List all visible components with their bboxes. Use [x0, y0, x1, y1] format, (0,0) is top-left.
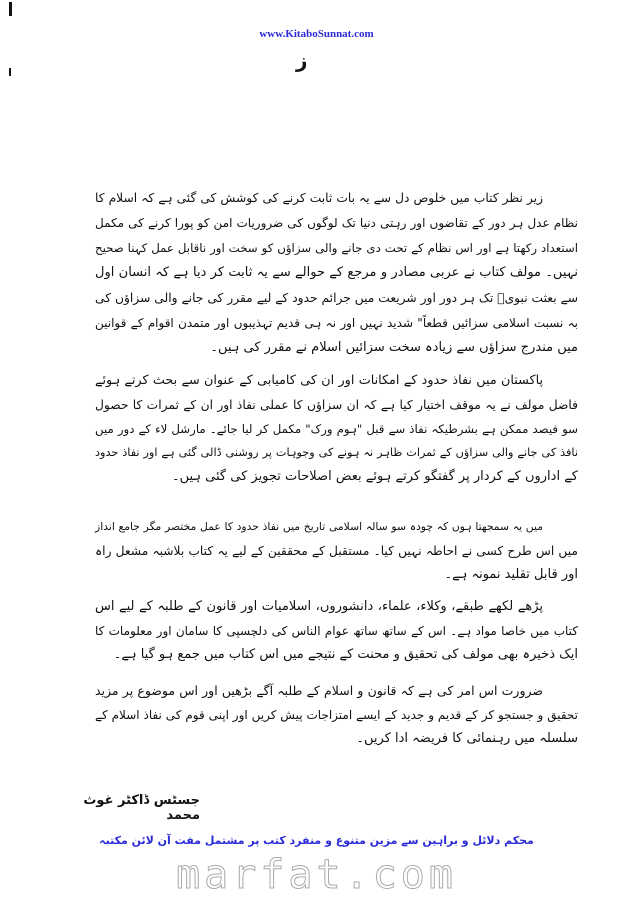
text-line: بہ نسبت اسلامی سزائیں قطعاً" شدید نہیں اور نہ ہی قدیم تہذیبوں اور متمدن اقوام کے قوانین — [95, 316, 578, 330]
text-line: پڑھے لکھے طبقے، وکلاء، علماء، دانشوروں، اسلامیات اور قانون کے طلبہ کے لیے اس — [95, 599, 543, 614]
text-line: تحقیق و جستجو کر کے قدیم و جدید کے ایسے امتزاجات پیش کریں اور اپنی قوم کی نفاذ اسلام کے — [95, 708, 578, 722]
text-line: اور قابل تقلید نمونہ ہے۔ — [444, 567, 578, 582]
signature: جسٹس ڈاکٹر غوث محمد — [83, 793, 200, 823]
text-line: نہیں۔ مولف کتاب نے عربی مصادر و مرجع کے حوالے سے یہ ثابت کر دیا ہے کہ انسان اول — [95, 265, 578, 280]
text-line: نافذ کی جانے والی سزاؤں کے ثمرات ظاہر نہ ہونے کی وجوہات پر روشنی ڈالی گئی ہے اور نفاذ حدود — [95, 446, 578, 459]
text-line: پاکستان میں نفاذ حدود کے امکانات اور ان کی کامیابی کے عنوان سے بحث کرتے ہوئے — [95, 373, 543, 388]
text-line: ایک ذخیرہ بھی مولف کی تحقیق و محنت کے نتیجے میں اس کتاب میں جمع ہو گیا ہے۔ — [113, 647, 578, 662]
watermark: marfat.com — [176, 852, 457, 898]
text-line: زیر نظر کتاب میں خلوص دل سے یہ بات ثابت کرنے کی کوشش کی گئی ہے کہ اسلام کا — [95, 191, 543, 205]
text-line: استعداد رکھتا ہے اور اس نظام کے تحت دی جانے والی سزاؤں کو سخت اور ناقابل عمل کہنا صحیح — [95, 241, 578, 255]
text-line: سلسلہ میں رہنمائی کا فریضہ ادا کریں۔ — [356, 731, 578, 746]
text-line: میں مندرج سزاؤں سے زیادہ سخت سزائیں اسلام نے مقرر کی ہیں۔ — [210, 340, 578, 355]
text-line: فاضل مولف نے یہ موقف اختیار کیا ہے کہ ان سزاؤں کا عملی نفاذ اور ان کے ثمرات کا حصول — [95, 398, 578, 412]
text-line: میں یہ سمجھتا ہوں کہ چودہ سو سالہ اسلامی تاریخ میں نفاذ حدود کا عمل مختصر مگر جامع انداز — [95, 520, 543, 533]
text-line: نظام عدل ہر دور کے تقاضوں اور رہتی دنیا تک لوگوں کی ضروریات امن کو پورا کرنے کی مکمل — [95, 216, 578, 230]
text-line: ضرورت اس امر کی ہے کہ قانون و اسلام کے طلبہ آگے بڑھیں اور اس موضوع پر مزید — [95, 683, 543, 698]
text-line: میں اس طرح کسی نے احاطہ نہیں کیا۔ مستقبل کے محققین کے لیے یہ کتاب بلاشبہ مشعل راہ — [95, 544, 578, 558]
website-url[interactable]: www.KitaboSunnat.com — [259, 28, 374, 40]
text-line: سو فیصد ممکن ہے بشرطیکہ نفاذ سے قبل "ہوم ورک" مکمل کر لیا جائے۔ مارشل لاء کے دور میں — [95, 422, 578, 436]
margin-mark — [9, 2, 12, 16]
margin-mark — [9, 68, 11, 76]
page-number: ز — [296, 48, 308, 72]
text-line: کے اداروں کے کردار پر گفتگو کرتے ہوئے بعض اصلاحات تجویز کی گئی ہیں۔ — [171, 469, 578, 484]
footer-tagline: محکم دلائل و براہین سے مزین متنوع و منفرد کتب پر مشتمل مفت آن لائن مکتبہ — [99, 834, 534, 847]
text-line: سے بعثت نبویؐ تک ہر دور اور شریعت میں جرائم حدود کے لیے مقرر کی جانے والی سزاؤں کی — [95, 291, 578, 305]
text-line: کتاب میں خاصا مواد ہے۔ اس کے ساتھ ساتھ عوام الناس کی دلچسپی کا سامان اور معلومات کا — [95, 624, 578, 638]
